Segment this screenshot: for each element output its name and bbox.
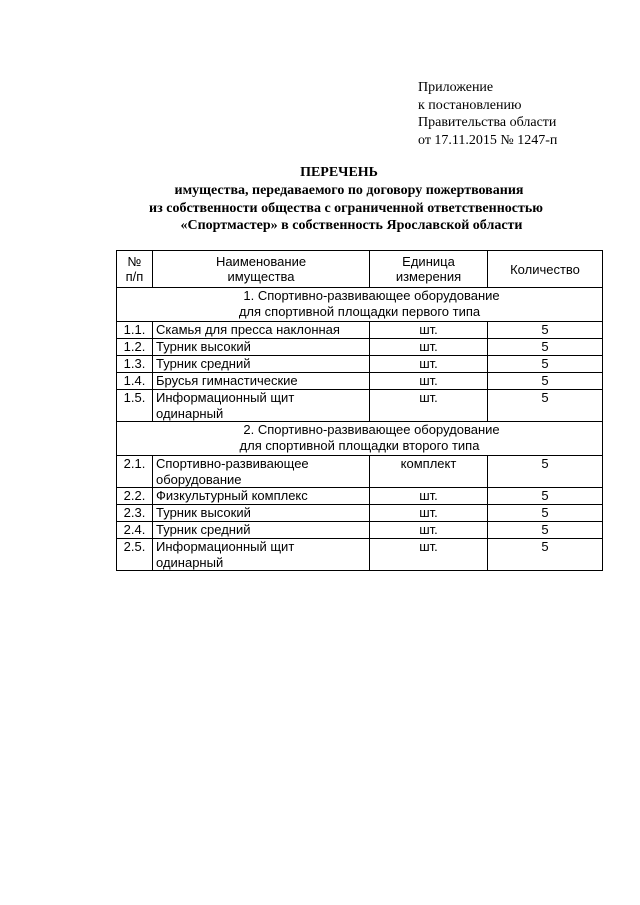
table-row: [117, 373, 603, 390]
header-num: № п/п: [117, 251, 153, 288]
table-row: [117, 488, 603, 505]
row-unit: шт.: [370, 539, 488, 571]
table-header-row: [117, 251, 603, 288]
title-line: «Спортмастер» в собственность Ярославской области: [180, 218, 523, 234]
section-title: 2. Спортивно-развивающее оборудование для спортивной площадки второго типа: [117, 422, 603, 456]
row-qty: 5: [488, 373, 603, 390]
row-name: Спортивно-развивающее оборудование: [153, 456, 370, 488]
row-num: 2.5.: [117, 539, 153, 571]
row-num: 1.2.: [117, 339, 153, 356]
row-name: Турник средний: [153, 356, 370, 373]
appendix-line: от 17.11.2015 № 1247-п: [418, 132, 558, 148]
section-row: [117, 422, 603, 456]
row-qty: 5: [488, 322, 603, 339]
header-unit: Единица измерения: [370, 251, 488, 288]
row-unit: шт.: [370, 522, 488, 539]
section-title: 1. Спортивно-развивающее оборудование для спортивной площадки первого типа: [117, 288, 603, 322]
row-name: Физкультурный комплекс: [153, 488, 370, 505]
row-num: 1.4.: [117, 373, 153, 390]
title-line: из собственности общества с ограниченной ответственностью: [149, 200, 543, 216]
row-qty: 5: [488, 522, 603, 539]
table-row: [117, 456, 603, 488]
row-num: 1.3.: [117, 356, 153, 373]
row-name: Турник средний: [153, 522, 370, 539]
row-unit: шт.: [370, 322, 488, 339]
row-num: 2.2.: [117, 488, 153, 505]
row-unit: шт.: [370, 373, 488, 390]
row-name: Турник высокий: [153, 505, 370, 522]
title-line: ПЕРЕЧЕНЬ: [300, 165, 378, 180]
row-unit: комплект: [370, 456, 488, 488]
row-name: Информационный щит одинарный: [153, 539, 370, 571]
row-unit: шт.: [370, 390, 488, 422]
table-row: [117, 390, 603, 422]
row-qty: 5: [488, 390, 603, 422]
table-row: [117, 505, 603, 522]
table-row: [117, 356, 603, 373]
row-qty: 5: [488, 505, 603, 522]
appendix-block: [418, 79, 557, 149]
row-name: Информационный щит одинарный: [153, 390, 370, 422]
document-title: [0, 164, 640, 235]
appendix-line: Приложение: [418, 80, 494, 95]
row-qty: 5: [488, 488, 603, 505]
header-qty: Количество: [488, 251, 603, 288]
row-num: 2.3.: [117, 505, 153, 522]
row-qty: 5: [488, 539, 603, 571]
table-row: [117, 339, 603, 356]
appendix-line: к постановлению: [418, 97, 522, 113]
table-row: [117, 322, 603, 339]
row-num: 1.5.: [117, 390, 153, 422]
row-unit: шт.: [370, 505, 488, 522]
section-row: [117, 288, 603, 322]
header-name: Наименование имущества: [153, 251, 370, 288]
table-row: [117, 522, 603, 539]
row-name: Турник высокий: [153, 339, 370, 356]
row-qty: 5: [488, 339, 603, 356]
row-unit: шт.: [370, 339, 488, 356]
row-name: Брусья гимнастические: [153, 373, 370, 390]
row-num: 2.4.: [117, 522, 153, 539]
row-qty: 5: [488, 356, 603, 373]
table-row: [117, 539, 603, 571]
row-num: 1.1.: [117, 322, 153, 339]
property-table: [116, 250, 603, 571]
row-name: Скамья для пресса наклонная: [153, 322, 370, 339]
row-unit: шт.: [370, 356, 488, 373]
row-unit: шт.: [370, 488, 488, 505]
appendix-line: Правительства области: [418, 115, 557, 130]
row-qty: 5: [488, 456, 603, 488]
title-line: имущества, передаваемого по договору пожертвования: [174, 182, 524, 198]
row-num: 2.1.: [117, 456, 153, 488]
